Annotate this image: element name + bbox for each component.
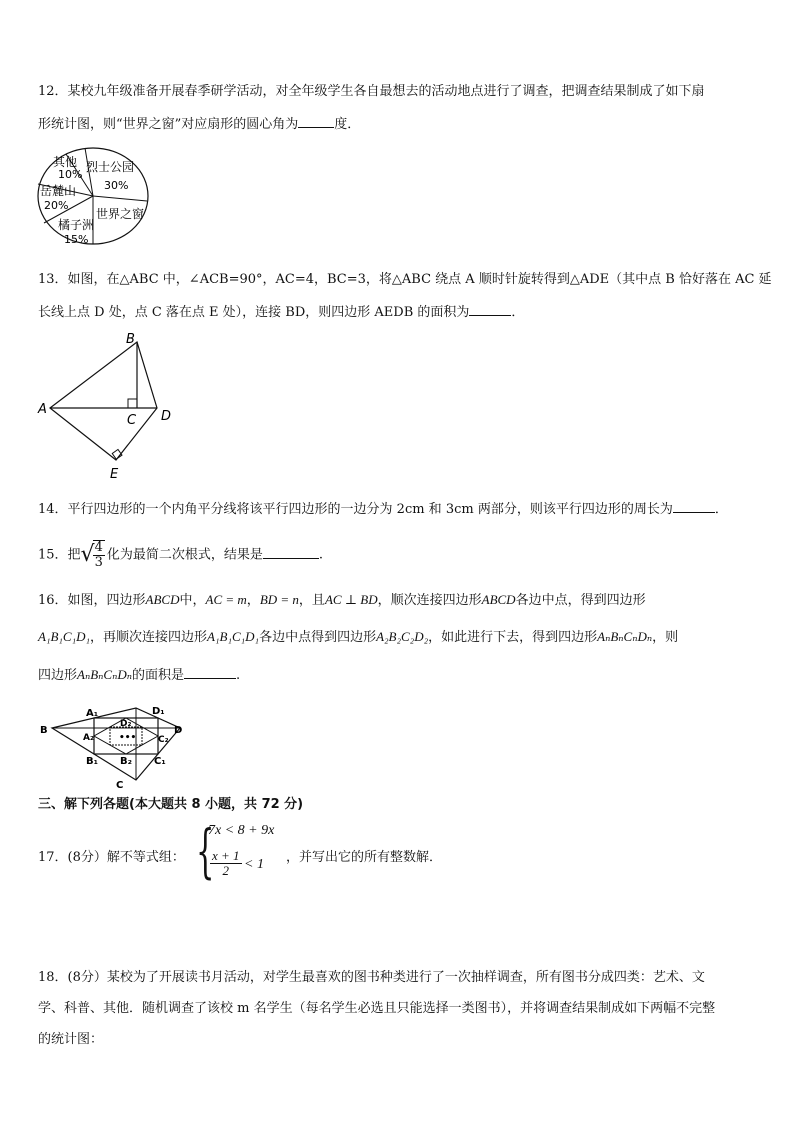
q16-text: ，顺次连接四边形 bbox=[377, 593, 482, 608]
quad-A1B1C1D1: A₁B₁C₁D₁ bbox=[207, 629, 260, 644]
quad-ABCD: ABCD bbox=[481, 592, 516, 607]
q16-text: 的面积是 bbox=[132, 668, 185, 683]
point-C: C bbox=[127, 413, 137, 428]
pie-chart bbox=[36, 145, 154, 249]
q16-text: ，再顺次连接四边形 bbox=[90, 630, 208, 645]
quad-ABCD: ABCD bbox=[145, 592, 180, 607]
q16-text: ，则 bbox=[652, 630, 679, 645]
answer-blank[interactable] bbox=[184, 664, 236, 679]
label-C: C bbox=[116, 780, 124, 790]
q15-text-b: 化为最简二次根式，结果是 bbox=[106, 547, 263, 563]
q12-text-b: 度． bbox=[334, 117, 361, 132]
frac-denominator: 3 bbox=[94, 555, 103, 570]
right-angle-C bbox=[128, 399, 137, 408]
label-D2: D₂ bbox=[120, 719, 132, 729]
brace: { bbox=[196, 817, 215, 885]
q16-text: 16．如图，四边形 bbox=[38, 593, 146, 608]
section-title: 三、解下列各题(本大题共 8 小题，共 72 分) bbox=[38, 797, 304, 812]
label-A1: A₁ bbox=[86, 708, 99, 719]
frac-numerator: 4 bbox=[94, 540, 103, 555]
answer-blank[interactable] bbox=[673, 498, 715, 513]
q15-text-a: 15．把 bbox=[38, 547, 81, 563]
point-E: E bbox=[110, 467, 119, 482]
answer-blank[interactable] bbox=[298, 113, 334, 128]
quad-AnBnCnDn: AₙBₙCₙDₙ bbox=[597, 629, 653, 644]
q16-line3 bbox=[38, 664, 240, 686]
point-A: A bbox=[38, 402, 47, 417]
q15-text-c: . bbox=[318, 547, 324, 563]
answer-blank[interactable] bbox=[469, 301, 511, 316]
slice-value-lieshi: 30% bbox=[104, 179, 129, 192]
eq-perp: AC ⊥ BD bbox=[324, 592, 378, 607]
inequality-2-rhs: < 1 bbox=[244, 857, 264, 872]
q17-label: 17．(8分）解不等式组： bbox=[38, 850, 185, 865]
label-D: D bbox=[174, 725, 183, 736]
q14-text-b: ． bbox=[714, 502, 728, 517]
label-D1: D₁ bbox=[152, 706, 165, 717]
label-B: B bbox=[40, 725, 48, 736]
q12-line2 bbox=[38, 113, 360, 135]
q16-text: 各边中点，得到四边形 bbox=[515, 593, 646, 608]
quad-AEDB bbox=[50, 342, 157, 460]
slice-value-other: 10% bbox=[58, 168, 83, 181]
eq-bd: BD = n bbox=[259, 592, 299, 607]
q16-text: ，且 bbox=[298, 593, 325, 608]
q16-text: ，如此进行下去，得到四边形 bbox=[428, 630, 598, 645]
slice-value-yuelu: 20% bbox=[44, 199, 69, 212]
q14-text-a: 14．平行四边形的一个内角平分线将该平行四边形的一边分为 2cm 和 3cm 两部分，则该平行四边形的周长为 bbox=[38, 502, 673, 517]
slice-label-yuelu: 岳麓山 bbox=[40, 184, 77, 198]
frac-numerator: x + 1 bbox=[212, 848, 240, 863]
slice-label-lieshi: 烈士公园 bbox=[86, 160, 135, 174]
q14-line bbox=[38, 498, 728, 520]
quad-AnBnCnDn: AₙBₙCₙDₙ bbox=[77, 667, 133, 682]
q15-line bbox=[38, 540, 323, 571]
quad-A1B1C1D1: A₁B₁C₁D₁ bbox=[38, 629, 91, 644]
slice-label-shijie: 世界之窗 bbox=[96, 207, 145, 221]
q13-text-b: ． bbox=[511, 305, 525, 320]
slice-label-juzi: 橘子洲 bbox=[58, 218, 95, 232]
label-B2: B₂ bbox=[120, 756, 133, 767]
q16-figure bbox=[36, 704, 188, 790]
label-dots: ••• bbox=[119, 733, 137, 743]
inequality-1: 7x < 8 + 9x bbox=[208, 823, 275, 838]
point-B: B bbox=[126, 332, 135, 347]
eq-ac: AC = m bbox=[205, 592, 247, 607]
inequality-system bbox=[196, 817, 286, 887]
label-A2: A₂ bbox=[83, 733, 94, 743]
q16-text: ， bbox=[246, 593, 260, 608]
slice-value-juzi: 15% bbox=[64, 233, 89, 246]
q13-line1: 13．如图，在△ABC 中，∠ACB=90°，AC=4，BC=3，将△ABC 绕点 A 顺时针旋转得到△ADE（其中点 B 恰好落在 AC 延 bbox=[38, 272, 772, 287]
label-C2: C₂ bbox=[158, 735, 169, 745]
q16-text: 各边中点得到四边形 bbox=[259, 630, 377, 645]
q16-text: 中， bbox=[179, 593, 206, 608]
frac-denominator: 2 bbox=[222, 863, 230, 878]
q15-fraction bbox=[93, 540, 105, 570]
sqrt-sign: √ bbox=[80, 542, 95, 567]
q13-figure bbox=[34, 330, 184, 482]
slice-label-other: 其他 bbox=[53, 155, 78, 169]
q13-line2 bbox=[38, 301, 524, 323]
q16-line1 bbox=[38, 590, 646, 611]
inequality-2-fraction bbox=[210, 849, 242, 878]
label-C1: C₁ bbox=[154, 756, 166, 767]
q16-text: 四边形 bbox=[38, 668, 78, 683]
q18-line3: 的统计图： bbox=[38, 1032, 104, 1047]
answer-blank[interactable] bbox=[263, 544, 319, 559]
q12-line1: 12．某校九年级准备开展春季研学活动，对全年级学生各自最想去的活动地点进行了调查，把调查结果制成了如下扇 bbox=[38, 84, 705, 99]
q16-line2 bbox=[38, 627, 678, 648]
q18-line1: 18．(8分）某校为了开展读书月活动，对学生最喜欢的图书种类进行了一次抽样调查，所有图书分成四类：艺术、文 bbox=[38, 970, 705, 985]
q16-text: . bbox=[236, 668, 241, 683]
q17-tail: ，并写出它的所有整数解． bbox=[286, 850, 443, 865]
q12-text-a: 形统计图，则“世界之窗”对应扇形的圆心角为 bbox=[38, 117, 299, 132]
point-D: D bbox=[161, 409, 172, 424]
quad-A2B2C2D2: A₂B₂C₂D₂ bbox=[376, 629, 429, 644]
q18-line2: 学、科普、其他．随机调查了该校 m 名学生（每名学生必选且只能选择一类图书），并将调查结果制成如下两幅不完整 bbox=[38, 1001, 716, 1016]
label-B1: B₁ bbox=[86, 756, 99, 767]
q13-text-a: 长线上点 D 处，点 C 落在点 E 处），连接 BD，则四边形 AEDB 的面积为 bbox=[38, 305, 470, 320]
